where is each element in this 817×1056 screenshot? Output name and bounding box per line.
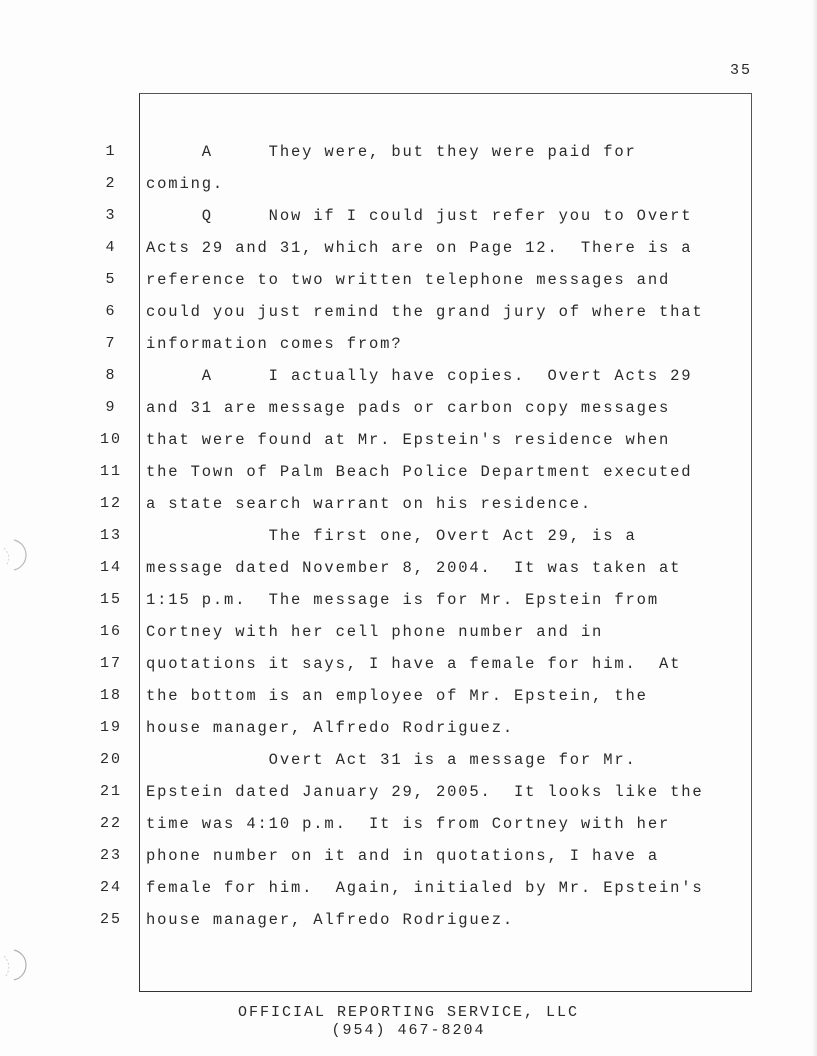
line-number: 6 bbox=[105, 303, 117, 320]
line-text: house manager, Alfredo Rodriguez. bbox=[146, 719, 514, 737]
line-number: 9 bbox=[105, 399, 117, 416]
page-edge-shadow bbox=[812, 0, 817, 1056]
transcript-line bbox=[0, 872, 817, 904]
transcript-line bbox=[0, 680, 817, 712]
transcript-line bbox=[0, 520, 817, 552]
line-number: 8 bbox=[105, 367, 117, 384]
line-text: phone number on it and in quotations, I have a bbox=[146, 847, 659, 865]
line-text: house manager, Alfredo Rodriguez. bbox=[146, 911, 514, 929]
transcript-line bbox=[0, 392, 817, 424]
transcript-line bbox=[0, 648, 817, 680]
line-text: quotations it says, I have a female for him. At bbox=[146, 655, 682, 673]
punch-hole-mark bbox=[0, 534, 34, 574]
footer-company: OFFICIAL REPORTING SERVICE, LLC bbox=[237, 1004, 580, 1021]
line-text: the bottom is an employee of Mr. Epstein, the bbox=[146, 687, 648, 705]
line-number: 18 bbox=[99, 687, 122, 704]
line-text: the Town of Palm Beach Police Department executed bbox=[146, 463, 693, 481]
line-text: reference to two written telephone messages and bbox=[146, 271, 671, 289]
line-number: 4 bbox=[105, 239, 117, 256]
line-number: 3 bbox=[105, 207, 117, 224]
line-text: a state search warrant on his residence. bbox=[146, 495, 593, 513]
transcript-lines bbox=[0, 136, 817, 936]
line-text: information comes from? bbox=[146, 335, 403, 353]
transcript-line bbox=[0, 808, 817, 840]
line-text: Acts 29 and 31, which are on Page 12. There is a bbox=[146, 239, 693, 257]
line-number: 21 bbox=[99, 783, 122, 800]
transcript-line bbox=[0, 712, 817, 744]
transcript-line bbox=[0, 200, 817, 232]
line-text: could you just remind the grand jury of where that bbox=[146, 303, 704, 321]
line-number: 24 bbox=[99, 879, 122, 896]
line-text: Epstein dated January 29, 2005. It looks like the bbox=[146, 783, 704, 801]
transcript-line bbox=[0, 168, 817, 200]
transcript-line bbox=[0, 552, 817, 584]
transcript-line bbox=[0, 328, 817, 360]
line-text: Q Now if I could just refer you to Overt bbox=[146, 207, 693, 225]
transcript-line bbox=[0, 264, 817, 296]
transcript-line bbox=[0, 136, 817, 168]
line-text: The first one, Overt Act 29, is a bbox=[146, 527, 637, 545]
transcript-line bbox=[0, 744, 817, 776]
line-number: 15 bbox=[99, 591, 122, 608]
line-text: Overt Act 31 is a message for Mr. bbox=[146, 751, 637, 769]
line-number: 11 bbox=[99, 463, 122, 480]
line-number: 2 bbox=[105, 175, 117, 192]
line-number: 1 bbox=[105, 143, 117, 160]
line-text: female for him. Again, initialed by Mr. Epstein's bbox=[146, 879, 704, 897]
transcript-line bbox=[0, 456, 817, 488]
line-text: Cortney with her cell phone number and in bbox=[146, 623, 604, 641]
line-text: coming. bbox=[146, 175, 225, 193]
transcript-line bbox=[0, 424, 817, 456]
transcript-line bbox=[0, 776, 817, 808]
line-number: 14 bbox=[99, 559, 122, 576]
line-number: 19 bbox=[99, 719, 122, 736]
line-text: message dated November 8, 2004. It was taken at bbox=[146, 559, 682, 577]
line-number: 13 bbox=[99, 527, 122, 544]
line-number: 7 bbox=[105, 335, 117, 352]
line-number: 22 bbox=[99, 815, 122, 832]
line-number: 25 bbox=[99, 911, 122, 928]
line-text: 1:15 p.m. The message is for Mr. Epstein from bbox=[146, 591, 659, 609]
punch-hole-mark bbox=[0, 944, 34, 984]
line-number: 17 bbox=[99, 655, 122, 672]
line-number: 23 bbox=[99, 847, 122, 864]
line-number: 16 bbox=[99, 623, 122, 640]
page-number: 35 bbox=[730, 62, 753, 79]
transcript-line bbox=[0, 360, 817, 392]
transcript-line bbox=[0, 232, 817, 264]
line-text: A I actually have copies. Overt Acts 29 bbox=[146, 367, 693, 385]
line-text: time was 4:10 p.m. It is from Cortney with her bbox=[146, 815, 671, 833]
transcript-line bbox=[0, 904, 817, 936]
line-number: 12 bbox=[99, 495, 122, 512]
transcript-line bbox=[0, 616, 817, 648]
footer-phone: (954) 467-8204 bbox=[331, 1022, 486, 1039]
line-number: 20 bbox=[99, 751, 122, 768]
transcript-line bbox=[0, 840, 817, 872]
line-text: that were found at Mr. Epstein's residence when bbox=[146, 431, 671, 449]
line-number: 10 bbox=[99, 431, 122, 448]
transcript-line bbox=[0, 584, 817, 616]
transcript-line bbox=[0, 296, 817, 328]
line-text: A They were, but they were paid for bbox=[146, 143, 637, 161]
transcript-line bbox=[0, 488, 817, 520]
line-text: and 31 are message pads or carbon copy messages bbox=[146, 399, 671, 417]
line-number: 5 bbox=[105, 271, 117, 288]
